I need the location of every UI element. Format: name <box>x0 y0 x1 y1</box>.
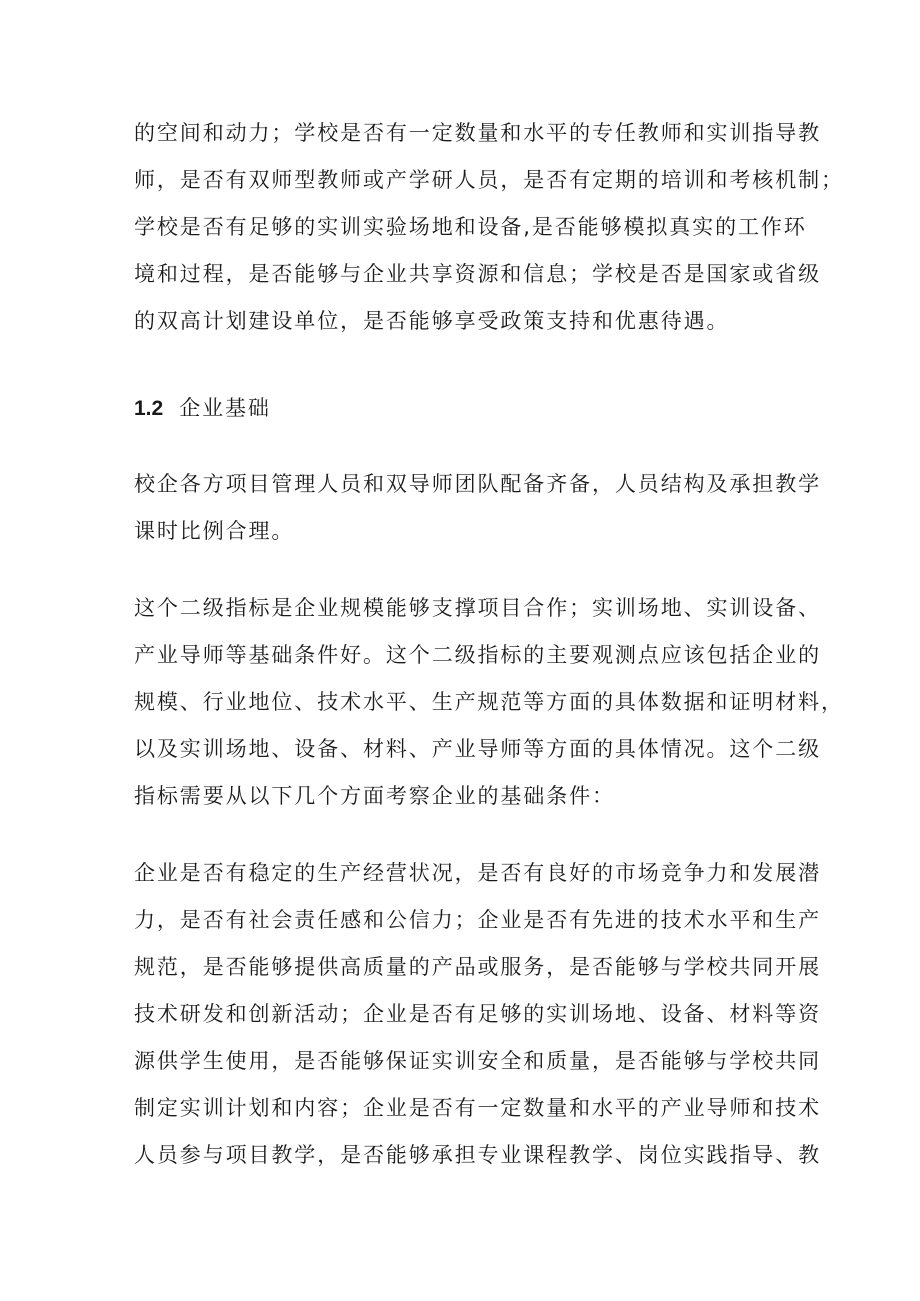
section-number: 1.2 <box>134 397 164 420</box>
text-line: 企业是否有稳定的生产经营状况，是否有良好的市场竞争力和发展潜 <box>134 861 821 885</box>
text-line: 学校是否有足够的实训实验场地和设备,是否能够模拟真实的工作环 <box>134 215 807 239</box>
section-title: 企业基础 <box>179 396 271 420</box>
text-line: 指标需要从以下几个方面考察企业的基础条件： <box>134 784 615 808</box>
text-line: 校企各方项目管理人员和双导师团队配备齐备，人员结构及承担教学 <box>134 472 821 496</box>
text-line: 境和过程，是否能够与企业共享资源和信息；学校是否是国家或省级 <box>134 262 821 286</box>
text-line: 规范，是否能够提供高质量的产品或服务，是否能够与学校共同开展 <box>134 955 821 979</box>
text-line: 力，是否有社会责任感和公信力；企业是否有先进的技术水平和生产 <box>134 908 821 932</box>
text-line: 制定实训计划和内容；企业是否有一定数量和水平的产业导师和技术 <box>134 1096 821 1120</box>
text-line: 规模、行业地位、技术水平、生产规范等方面的具体数据和证明材料， <box>134 690 844 714</box>
section-heading <box>134 394 271 423</box>
text-line: 以及实训场地、设备、材料、产业导师等方面的具体情况。这个二级 <box>134 737 821 761</box>
text-line: 源供学生使用，是否能够保证实训安全和质量，是否能够与学校共同 <box>134 1049 821 1073</box>
text-line: 的双高计划建设单位，是否能够享受政策支持和优惠待遇。 <box>134 309 730 333</box>
text-line: 人员参与项目教学，是否能够承担专业课程教学、岗位实践指导、教 <box>134 1143 821 1167</box>
text-line: 师，是否有双师型教师或产学研人员，是否有定期的培训和考核机制； <box>134 168 844 192</box>
text-line: 的空间和动力；学校是否有一定数量和水平的专任教师和实训指导教 <box>134 121 821 145</box>
text-line: 这个二级指标是企业规模能够支撑项目合作；实训场地、实训设备、 <box>134 596 821 620</box>
text-line: 技术研发和创新活动；企业是否有足够的实训场地、设备、材料等资 <box>134 1002 821 1026</box>
text-line: 产业导师等基础条件好。这个二级指标的主要观测点应该包括企业的 <box>134 643 821 667</box>
text-line: 课时比例合理。 <box>134 519 295 543</box>
